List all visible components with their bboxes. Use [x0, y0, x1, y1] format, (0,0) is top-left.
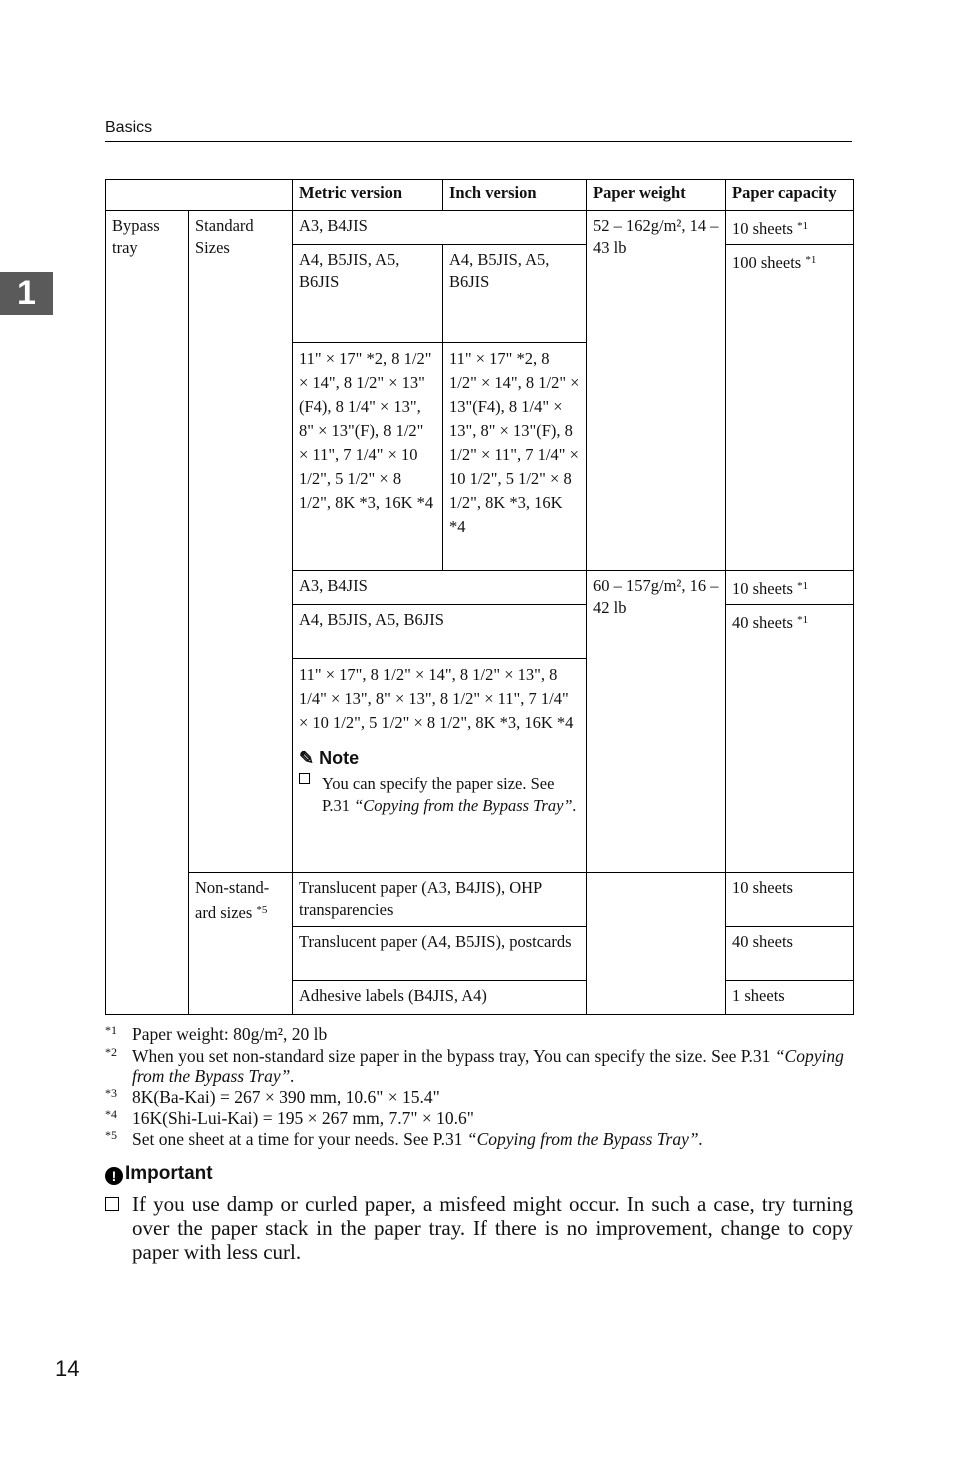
note-link: “Copying from the Bypass Tray”.: [354, 796, 577, 815]
important-heading: [105, 1163, 213, 1185]
ns-weight-cell: [587, 873, 726, 1015]
footnote-ref: *1: [805, 254, 817, 266]
ns-row2-sizes: Translucent paper (A4, B5JIS), postcards: [293, 927, 587, 981]
std-row1-sizes: A3, B4JIS: [293, 211, 587, 245]
footnote-text: [132, 1129, 855, 1149]
chapter-tab: 1: [0, 272, 53, 315]
footnote-body: When you set non-standard size paper in the bypass tray, You can specify the size. See P.31: [132, 1046, 771, 1066]
std-row6-sizes: 11" × 17", 8 1/2" × 14", 8 1/2" × 13", 8 1/4" × 13", 8" × 13", 8 1/2" × 11", 7 1/4" × 10 1/2", 5 1/2" × 8 1/2", 8K *3, 16K *4: [299, 665, 574, 732]
std-row2-capacity: [726, 245, 854, 571]
table-header-row: [106, 180, 854, 211]
footnote-text: Paper weight: 80g/m², 20 lb: [132, 1024, 328, 1044]
footnote-text: 8K(Ba-Kai) = 267 × 390 mm, 10.6" × 15.4": [132, 1087, 440, 1107]
running-header: Basics: [105, 119, 153, 136]
footnote-link: “Copying from the Bypass Tray”.: [466, 1129, 703, 1149]
footnote-ref: *1: [797, 220, 809, 232]
ns-row2-capacity: 40 sheets: [726, 927, 854, 981]
std-row2-inch: A4, B5JIS, A5, B6JIS: [443, 245, 587, 343]
footnote-text: [132, 1046, 855, 1086]
important-title: Important: [125, 1163, 213, 1184]
std-row5-capacity: [726, 605, 854, 873]
std-row3-inch: 11" × 17" *2, 8 1/2" × 14", 8 1/2" × 13"(F4), 8 1/4" × 13", 8" × 13"(F), 8 1/2" × 11", 7 1/4" × 10 1/2", 5 1/2" × 8 1/2", 8K *3, 16K *4: [443, 343, 587, 571]
note-item: [299, 773, 580, 817]
footnote-mark: *1: [105, 1023, 117, 1037]
header-capacity: Paper capacity: [726, 180, 854, 211]
footnote-body: Set one sheet at a time for your needs. See P.31: [132, 1129, 463, 1149]
important-icon: !: [105, 1167, 123, 1185]
ns-row3-sizes: Adhesive labels (B4JIS, A4): [293, 981, 587, 1015]
header-inch: Inch version: [443, 180, 587, 211]
checkbox-icon: [105, 1197, 119, 1211]
capacity-value: 10 sheets: [732, 579, 793, 598]
important-item: [105, 1192, 853, 1264]
table-row: [106, 211, 854, 245]
header-blank: [106, 180, 293, 211]
footnote-ref: *5: [256, 904, 268, 916]
nonstandard-sizes-cell: [189, 873, 293, 1015]
std-row5-sizes: A4, B5JIS, A5, B6JIS: [293, 605, 587, 659]
std-row1-capacity: [726, 211, 854, 245]
std-row4-capacity: [726, 571, 854, 605]
header-weight: Paper weight: [587, 180, 726, 211]
footnote-text: 16K(Shi-Lui-Kai) = 195 × 267 mm, 7.7" × 10.6": [132, 1108, 474, 1128]
table-row: [106, 873, 854, 927]
note-body: You can specify the paper size. See P.31: [322, 774, 555, 815]
note-text: [322, 773, 580, 817]
ns-row3-capacity: 1 sheets: [726, 981, 854, 1015]
std-row3-metric: 11" × 17" *2, 8 1/2" × 14", 8 1/2" × 13"(F4), 8 1/4" × 13", 8" × 13"(F), 8 1/2" × 11", 7 1/4" × 10 1/2", 5 1/2" × 8 1/2", 8K *3, 16K *4: [293, 343, 443, 571]
capacity-value: 100 sheets: [732, 253, 802, 272]
pencil-icon: ✎: [299, 748, 315, 768]
std-row2-metric: A4, B5JIS, A5, B6JIS: [293, 245, 443, 343]
weight2-cell: 60 – 157g/m², 16 – 42 lb: [587, 571, 726, 873]
checkbox-icon: [299, 773, 310, 784]
header-rule: [105, 141, 852, 142]
footnote-ref: *1: [797, 614, 809, 626]
ns-row1-capacity: 10 sheets: [726, 873, 854, 927]
ns-row1-sizes: Translucent paper (A3, B4JIS), OHP transparencies: [293, 873, 587, 927]
nonstandard-label: Non-stand-ard sizes: [195, 878, 270, 922]
footnote-mark: *4: [105, 1107, 117, 1121]
capacity-value: 40 sheets: [732, 613, 793, 632]
footnote-mark: *3: [105, 1086, 117, 1100]
note-title: Note: [319, 748, 360, 768]
capacity-value: 10 sheets: [732, 219, 793, 238]
footnote-link: “Copying from the Bypass Tray”.: [132, 1046, 844, 1086]
footnote-ref: *1: [797, 580, 809, 592]
footnote-mark: *5: [105, 1128, 117, 1142]
std-row4-sizes: A3, B4JIS: [293, 571, 587, 605]
standard-sizes-cell: Standard Sizes: [189, 211, 293, 873]
note-heading: [299, 747, 580, 769]
page-number: 14: [55, 1356, 80, 1381]
footnote-mark: *2: [105, 1045, 117, 1059]
important-text: If you use damp or curled paper, a misfeed might occur. In such a case, try turning over the paper stack in the paper tray. If there is no improvement, change to copy paper with less curl.: [132, 1192, 853, 1264]
std-row6-cell: [293, 659, 587, 873]
bypass-tray-cell: Bypass tray: [106, 211, 189, 1015]
header-metric: Metric version: [293, 180, 443, 211]
bypass-tray-table: [105, 179, 854, 1015]
weight1-cell: 52 – 162g/m², 14 – 43 lb: [587, 211, 726, 571]
